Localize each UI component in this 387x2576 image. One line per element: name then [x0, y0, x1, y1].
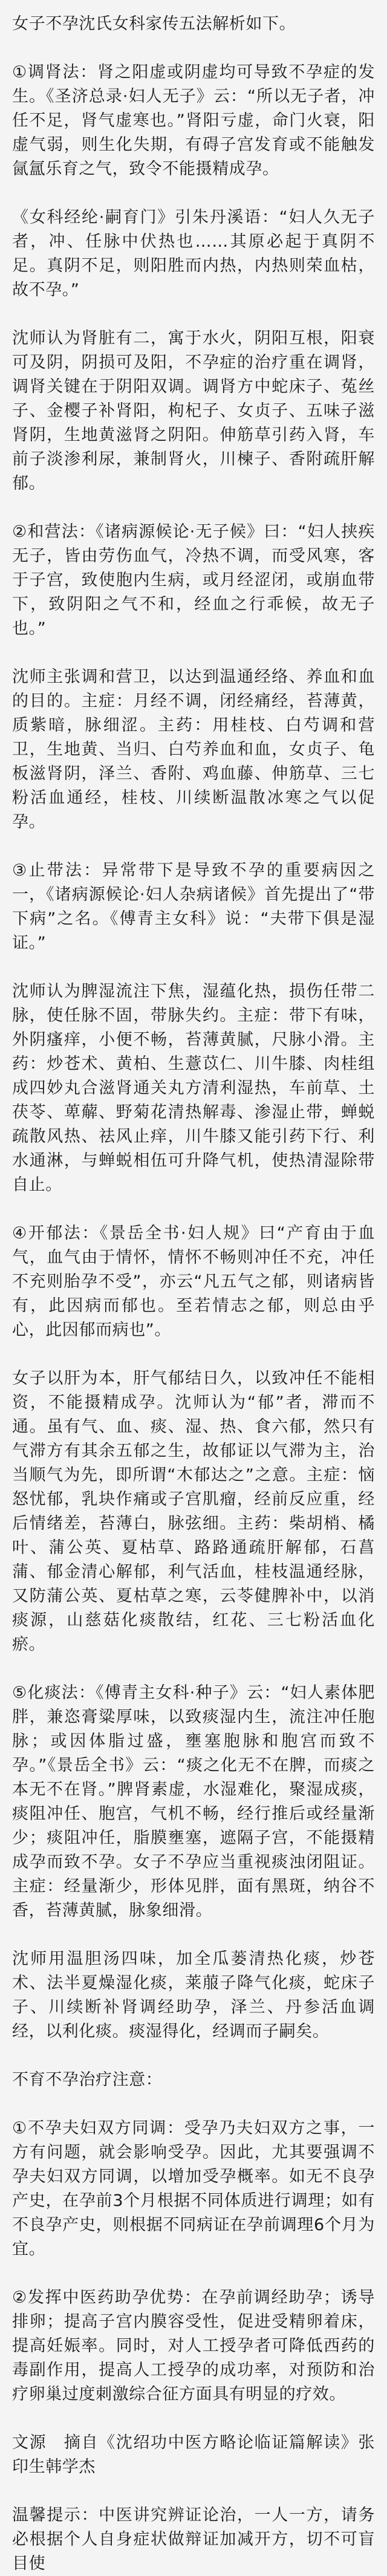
paragraph-source: 文源 摘自《沈绍功中医方略论临证篇解读》张印生韩学杰: [12, 2433, 375, 2476]
paragraph-kai-yu-explanation: 女子以肝为本，肝气郁结日久，以致冲任不能相资，不能摄精成孕。沈师认为“郁”者，滞而不通。虽有气、血、痰、湿、热、食六郁，然只有气滞方有其余五郁之生，故郁证以气滞为主，治当顺气为先，即所谓“木郁达之”之意。主症：恼怒忧郁，乳块作痛或子宫肌瘤，经前反应重，经后情绪差，苔薄白，脉弦细。主药：柴胡梢、橘叶、蒲公英、夏枯草、路路通疏肝解郁，石菖蒲、郁金清心解郁，利气活血，桂枝温通经脉，又防蒲公英、夏枯草之寒，云苓健脾补中，以消痰源，山慈菇化痰散结，红花、三七粉活血化瘀。: [12, 1369, 375, 1654]
paragraph-warm-tip: 温馨提示：中医讲究辨证论治，一人一方，请务必根据个人自身症状做辩证加减开方，切不可盲目使: [12, 2506, 375, 2573]
paragraph-zhi-dai-fa: ③止带法：异常带下是导致不孕的重要病因之一，《诸病源候论·妇人杂病诸候》首先提出了“带下病”之名。《傅青主女科》说：“夫带下俱是湿证。”: [12, 861, 375, 952]
paragraph-he-ying-explanation: 沈师主张调和营卫，以达到温通经络、养血和血的目的。主症：月经不调，闭经痛经，苔薄黄，质紫暗，脉细涩。主药：用桂枝、白芍调和营卫，生地黄、当归、白芍养血和血，女贞子、龟板滋肾阴，泽兰、香附、鸡血藤、伸筋草、三七粉活血通经，桂枝、川续断温散冰寒之气以促孕。: [12, 668, 375, 831]
paragraph-tcm-advantage: ②发挥中医药助孕优势：在孕前调经助孕；诱导排卵；提高子宫内膜容受性，促进受精卵着床，提高妊娠率。同时，对人工授孕者可降低西药的毒副作用，提高人工授孕的成功率，对预防和治疗卵巢过度刺激综合征方面具有明显的疗效。: [12, 2288, 375, 2404]
paragraph-he-ying-fa: ②和营法：《诸病源候论·无子候》曰：“妇人挟疾无子，皆由劳伤血气，冷热不调，而受风寒，客于子宫，致使胞内生病，或月经涩闭，或崩血带下，致阴阳之气不和，经血之行乖候，故无子也。”: [12, 522, 375, 638]
article-intro: 女子不孕沈氏女科家传五法解析如下。: [12, 15, 296, 33]
paragraph-tiao-shen-fa: ①调肾法：肾之阳虚或阴虚均可导致不孕症的发生。《圣济总录·妇人无子》云：“所以无子者，冲任不足，肾气虚寒也。”肾阳亏虚，命门火衰，阳虚气弱，则生化失期，有碍子宫发育或不能触发氤氲乐育之气，致令不能摄精成孕。: [12, 63, 375, 178]
paragraph-zhi-dai-explanation: 沈师认为脾湿流注下焦，湿蕴化热，损伤任带二脉，使任脉不固，带脉失约。主症：带下有味，外阴瘙痒，小便不畅，苔薄黄腻，尺脉小滑。主药：炒苍术、黄柏、生薏苡仁、川牛膝、肉桂组成四妙丸合滋肾通关丸方清利湿热，车前草、土茯苓、萆薢、野菊花清热解毒、渗湿止带，蝉蜕疏散风热、祛风止痒，川牛膝又能引药下行、利水通淋，与蝉蜕相伍可升降气机，使热清湿除带自止。: [12, 982, 375, 1194]
paragraph-tiao-shen-explanation: 沈师认为肾脏有二，寓于水火，阴阳互根，阳衰可及阴，阴损可及阳，不孕症的治疗重在调肾，调肾关键在于阴阳双调。调肾方中蛇床子、菟丝子、金樱子补肾阳，枸杞子、女贞子、五味子滋肾阴，生地黄滋肾之阴阳。伸筋草引药入肾，车前子淡渗利尿，兼制肾火，川楝子、香附疏肝解郁。: [12, 329, 375, 493]
paragraph-nv-ke-jing-lun-quote: 《女科经纶·嗣育门》引朱丹溪语：“妇人久无子者，冲、任脉中伏热也……其原必起于真阴不足。真阴不足，则阳胜而内热，内热则荣血枯，故不孕。”: [12, 208, 375, 299]
paragraph-hua-tan-fa: ⑤化痰法：《傅青主女科·种子》云：“妇人素体肥胖，兼恣膏粱厚味，以致痰湿内生，流注冲任胞脉；或因体脂过盛，壅塞胞脉和胞宫而致不孕。”《景岳全书》云：“痰之化无不在脾，而痰之本无不在肾。”脾肾素虚，水湿难化，聚湿成痰，痰阻冲任、胞宫，气机不畅，经行推后或经量渐少；痰阻冲任，脂膜壅塞，遮隔子宫，不能摄精成孕而致不孕。女子不孕应当重视痰浊闭阻证。主症：经量渐少，形体见胖，面有黑斑，纳谷不香，苔薄黄腻，脉象细滑。: [12, 1683, 375, 1920]
paragraph-couple-treatment: ①不孕夫妇双方同调：受孕乃夫妇双方之事，一方有问题，就会影响受孕。因此，尤其要强调不孕夫妇双方同调，以增加受孕概率。如无不良孕产史，在孕前3个月根据不同体质进行调理；如有不良孕产史，则根据不同病证在孕前调理6个月为宜。: [12, 2119, 375, 2259]
paragraph-kai-yu-fa: ④开郁法：《景岳全书·妇人规》曰“产育由于血气，血气由于情怀，情怀不畅则冲任不充，冲任不充则胎孕不受”，亦云“凡五气之郁，则诸病皆有，此因病而郁也。至若情志之郁，则总由乎心，此因郁而病也”。: [12, 1224, 375, 1339]
paragraph-hua-tan-explanation: 沈师用温胆汤四味，加全瓜蒌清热化痰，炒苍术、法半夏燥湿化痰，莱菔子降气化痰，蛇床子子、川续断补肾调经助孕，泽兰、丹参活血调经，以利化痰。痰湿得化，经调而子嗣矣。: [12, 1950, 375, 2041]
section-heading-treatment-notes: 不育不孕治疗注意：: [12, 2070, 163, 2089]
